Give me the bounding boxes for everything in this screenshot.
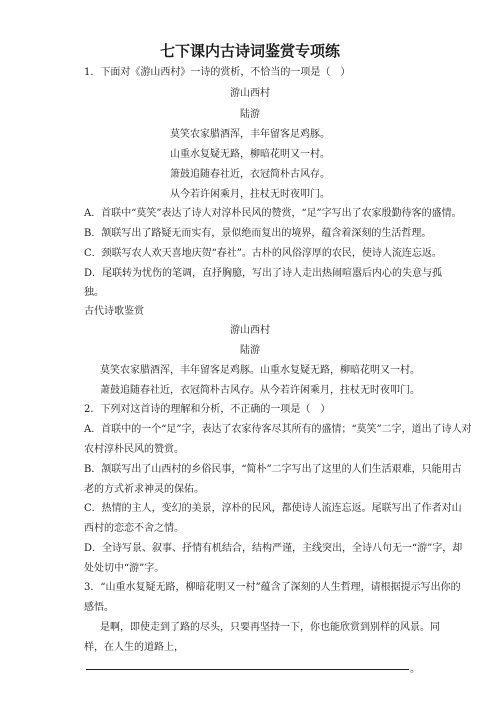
q1-option-d: D．尾联转为忧伤的笔调，直抒胸臆，写出了诗人走出热闹喧嚣后内心的失意与孤 <box>84 268 443 279</box>
q1-option-b: B．颔联写出了路疑无而实有，景似绝而复出的境界，蕴含着深刻的生活哲理。 <box>84 228 432 239</box>
q1-option-d-cont: 独。 <box>84 287 104 298</box>
q1-poem-author: 陆游 <box>240 109 260 120</box>
q2-stem: 2．下列对这首诗的理解和分析，不正确的一项是（ ） <box>84 404 331 415</box>
q1-stem: 1．下面对《游山西村》一诗的赏析，不恰当的一项是（ ） <box>84 67 351 78</box>
q1-poem-line: 山重水复疑无路，柳暗花明又一村。 <box>170 149 330 160</box>
section-poem-line: 萧鼓追随春社近，衣冠简朴古风存。从今若许闲乘月，拄杖无时夜叩门。 <box>100 385 420 396</box>
q3-answer-line: 是啊，即使走到了路的尽头，只要再坚持一下，你也能欣赏到别样的风景。同 <box>100 622 440 633</box>
q3-answer-line: 样，在人生的道路上， <box>84 642 184 653</box>
section-heading: 古代诗歌鉴赏 <box>84 306 144 317</box>
page-title: 七下课内古诗词鉴赏专项练 <box>159 42 340 60</box>
q2-option-b: B．颔联写出了山西村的乡俗民事，“简朴”二字写出了这里的人们生活艰难，只能用古 <box>84 464 462 475</box>
q2-option-a: A．首联中的一个“足”字，表达了农家待客尽其所有的盛情；“莫笑”二字，道出了诗人对 <box>84 424 472 435</box>
answer-blank-line[interactable] <box>86 668 409 670</box>
q3-stem-cont: 感悟。 <box>84 602 114 613</box>
section-poem-line: 莫笑农家腊酒浑，丰年留客足鸡豚。山重水复疑无路，柳暗花明又一村。 <box>100 365 420 376</box>
q2-option-d: D．全诗写景、叙事、抒情有机结合，结构严谨，主线突出，全诗八句无一“游”字，却 <box>84 543 463 554</box>
q2-option-c-cont: 西村的恋恋不舍之情。 <box>84 523 184 534</box>
q1-poem-line: 从今若许闲乘月，拄杖无时夜叩门。 <box>170 189 330 200</box>
q1-option-c: C．颈联写农人欢天喜地庆贺“春社”。古朴的风俗淳厚的农民，使诗人流连忘返。 <box>84 248 442 259</box>
q2-option-b-cont: 老的方式祈求神灵的保佑。 <box>84 484 204 495</box>
q1-poem-title: 游山西村 <box>230 88 270 99</box>
q2-option-d-cont: 处处切中“游”字。 <box>84 563 165 574</box>
q3-stem: 3．“山重水复疑无路，柳暗花明又一村”蕴含了深刻的人生哲理，请根据提示写出你的 <box>84 582 461 593</box>
q1-option-a: A．首联中“莫笑”表达了诗人对淳朴民风的赞赏，“足”字写出了农家殷勤待客的盛情。 <box>84 208 462 219</box>
section-poem-title: 游山西村 <box>230 325 270 336</box>
q1-poem-line: 莫笑农家腊酒浑，丰年留客足鸡豚。 <box>170 129 330 140</box>
section-poem-author: 陆游 <box>240 345 260 356</box>
q2-option-c: C．热情的主人，变幻的美景，淳朴的民风，都使诗人流连忘返。尾联写出了作者对山 <box>84 503 462 514</box>
q2-option-a-cont: 农村淳朴民风的赞赏。 <box>84 444 184 455</box>
q1-poem-line: 箫鼓追随春社近，衣冠简朴古风存。 <box>170 169 330 180</box>
answer-end-mark: 。 <box>410 664 420 675</box>
